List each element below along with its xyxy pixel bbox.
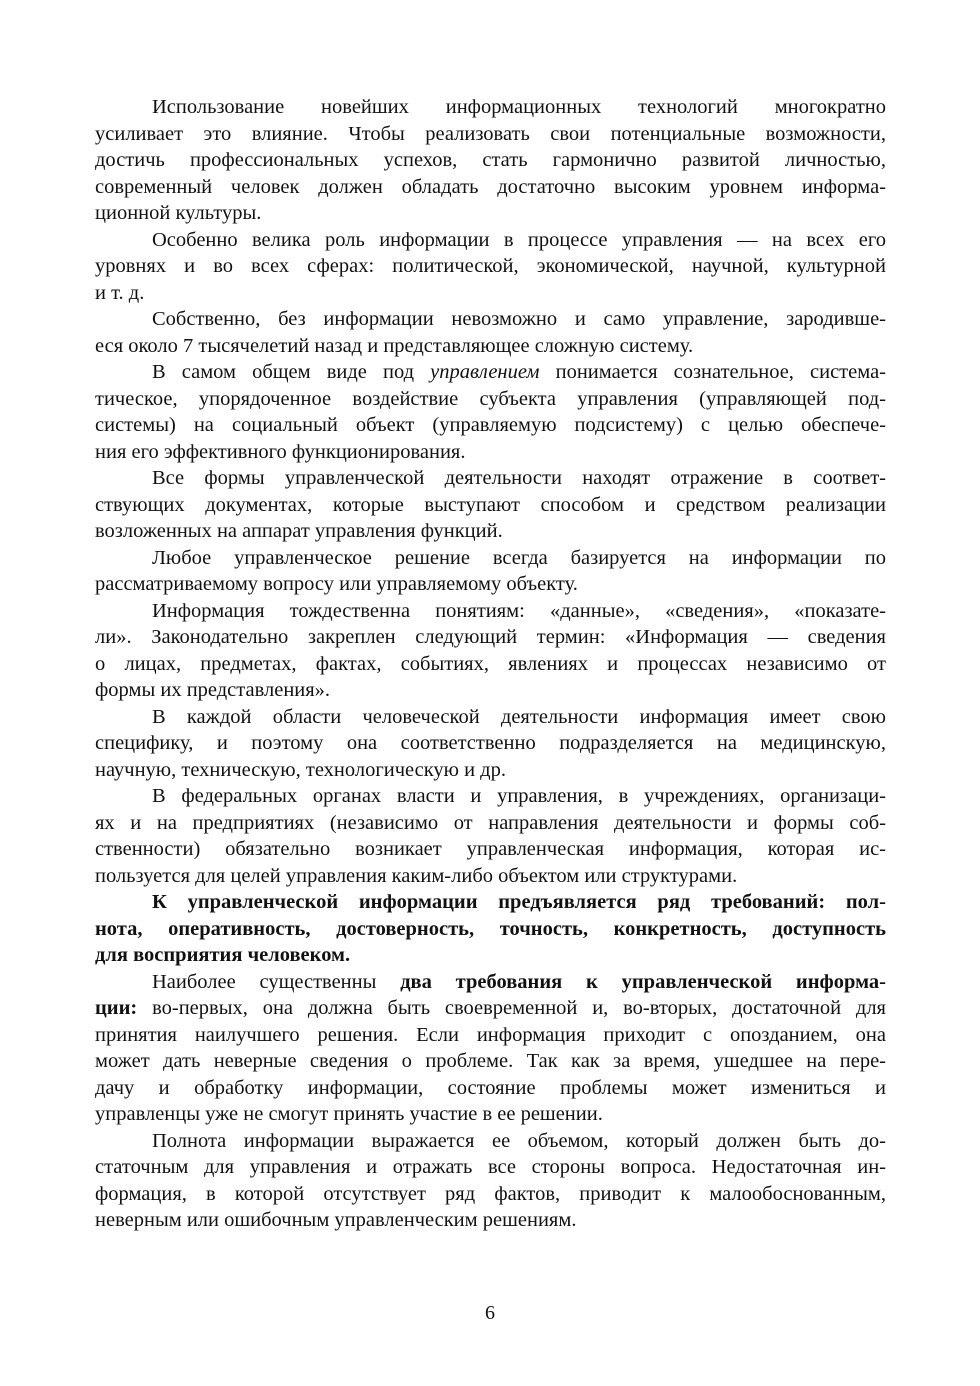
text-line: ния его эффективного функционирования.: [95, 440, 466, 463]
text-line: еся около 7 тысячелетий назад и представляющее сложную систему.: [95, 334, 694, 357]
text-line: [95, 995, 886, 1022]
text-line: научную, техническую, технологическую и др.: [95, 758, 506, 781]
paragraph: [95, 227, 886, 307]
text-line: Информация тождественна понятиям: «данные», «сведения», «показате-: [152, 599, 886, 622]
text-line: специфику, и поэтому она соответственно подразделяется на медицинскую,: [95, 732, 886, 754]
text-segment: В самом общем виде под: [152, 361, 431, 383]
text-segment: во-первых, она должна быть своевременной и, во-вторых, достаточной для: [137, 997, 886, 1019]
bold-text: ции:: [95, 997, 138, 1019]
text-line: ствующих документах, которые выступают способом и средством реализации: [95, 493, 886, 516]
text-line: тическое, упорядоченное воздействие субъекта управления (управляющей под-: [95, 387, 886, 410]
italic-text: управлением: [430, 361, 540, 383]
text-line: пользуется для целей управления каким-либо объектом или структурами.: [95, 864, 738, 887]
text-line: формы их представления».: [95, 679, 331, 701]
paragraph: [95, 889, 886, 969]
text-line: принятия наилучшего решения. Если информация приходит с опозданием, она: [95, 1023, 886, 1046]
text-line: и т. д.: [95, 281, 145, 304]
text-line: [95, 969, 886, 996]
text-line: неверным или ошибочным управленческим решениям.: [95, 1209, 577, 1231]
text-segment: Наиболее существенны: [152, 970, 401, 993]
text-line: может дать неверные сведения о проблеме. Так как за время, ушедшее на пере-: [95, 1050, 886, 1072]
text-line: о лицах, предметах, фактах, событиях, явлениях и процессах независимо от: [95, 652, 886, 675]
paragraph: [95, 94, 886, 227]
text-line: формация, в которой отсутствует ряд фактов, приводит к малообоснованным,: [95, 1182, 886, 1205]
text-line: статочным для управления и отражать все стороны вопроса. Недостаточная ин-: [95, 1156, 886, 1178]
text-line: [95, 359, 886, 386]
text-line: В каждой области человеческой деятельности информация имеет свою: [152, 705, 886, 728]
text-line: ционной культуры.: [95, 202, 262, 224]
text-line: современный человек должен обладать достаточно высоким уровнем информа-: [95, 175, 886, 198]
paragraph: [95, 704, 886, 784]
document-body: [95, 94, 886, 1234]
text-line: К управленческой информации предъявляется ряд требований: пол-: [152, 891, 886, 913]
text-line: для восприятия человеком.: [95, 944, 351, 966]
paragraph: [95, 598, 886, 704]
text-line: Особенно велика роль информации в процессе управления — на всех его: [152, 228, 886, 251]
paragraph: [95, 783, 886, 889]
paragraph: [95, 359, 886, 465]
paragraph: [95, 306, 886, 359]
text-line: Собственно, без информации невозможно и само управление, зародивше-: [152, 308, 886, 330]
text-line: Любое управленческое решение всегда базируется на информации по: [152, 546, 886, 569]
paragraph: [95, 465, 886, 545]
text-line: усиливает это влияние. Чтобы реализовать свои потенциальные возможности,: [95, 122, 886, 145]
text-line: ли». Законодательно закреплен следующий термин: «Информация — сведения: [95, 626, 886, 648]
page-number: 6: [485, 1302, 495, 1324]
bold-text: два требования к управленческой информа-: [400, 970, 886, 993]
text-line: Полнота информации выражается ее объемом, который должен быть до-: [152, 1129, 886, 1152]
paragraph: [95, 1128, 886, 1234]
text-line: уровнях и во всех сферах: политической, экономической, научной, культурной: [95, 255, 886, 277]
paragraph: [95, 545, 886, 598]
text-line: управленцы уже не смогут принять участие в ее решении.: [95, 1103, 603, 1125]
text-line: нота, оперативность, достоверность, точность, конкретность, доступность: [95, 917, 886, 940]
text-line: ях и на предприятиях (независимо от направления деятельности и формы соб-: [95, 811, 886, 834]
text-line: достичь профессиональных успехов, стать гармонично развитой личностью,: [95, 149, 886, 171]
text-line: рассматриваемому вопросу или управляемому объекту.: [95, 573, 578, 595]
text-segment: понимается сознательное, система-: [539, 361, 886, 383]
text-line: возложенных на аппарат управления функций.: [95, 520, 503, 542]
paragraph: [95, 969, 886, 1128]
text-line: системы) на социальный объект (управляемую подсистему) с целью обеспече-: [95, 414, 886, 436]
text-line: Использование новейших информационных технологий многократно: [152, 96, 886, 118]
text-line: ственности) обязательно возникает управленческая информация, которая ис-: [95, 838, 886, 860]
text-line: дачу и обработку информации, состояние проблемы может измениться и: [95, 1076, 886, 1099]
text-line: Все формы управленческой деятельности находят отражение в соответ-: [152, 467, 886, 489]
text-line: В федеральных органах власти и управления, в учреждениях, организаци-: [152, 785, 886, 807]
